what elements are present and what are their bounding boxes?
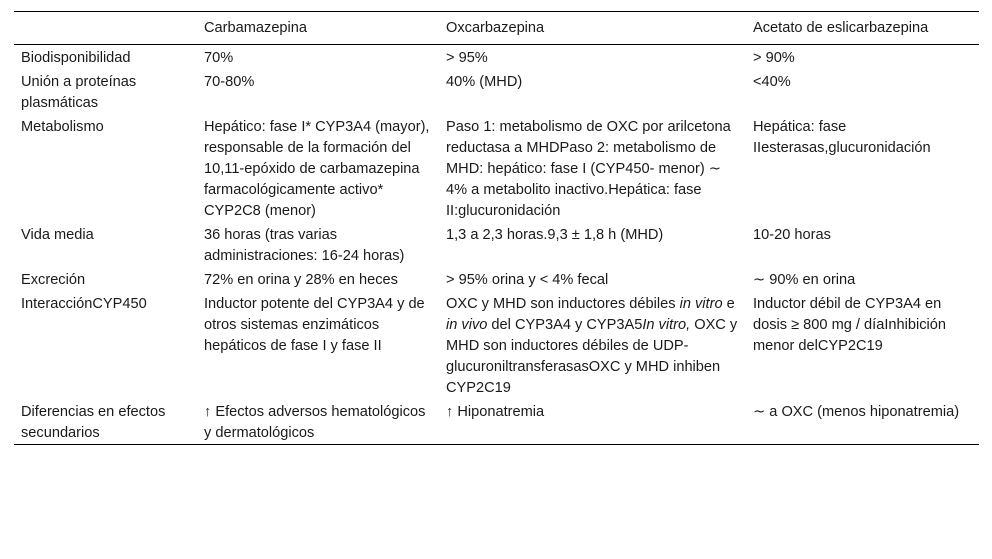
cell-carbamazepina: Hepático: fase I* CYP3A4 (mayor), responsable de la formación del 10,11-epóxido de carbamazepina farmacológicamente activo* CYP2C8 (menor) — [204, 119, 430, 219]
row-label-interaccion: InteracciónCYP450 — [21, 296, 147, 312]
table-row — [14, 291, 979, 399]
cell-oxcarbazepina: > 95% orina y < 4% fecal — [446, 272, 609, 288]
cell-eslicarbazepina: 10-20 horas — [753, 227, 831, 243]
row-label-vida-media: Vida media — [21, 227, 94, 243]
row-label-efectos-secundarios: Diferencias en efectos secundarios — [21, 404, 166, 441]
cell-oxcarbazepina: 1,3 a 2,3 horas.9,3 ± 1,8 h (MHD) — [446, 227, 664, 243]
cell-carbamazepina: 70% — [204, 50, 234, 66]
header-row — [14, 12, 979, 45]
row-label-excrecion: Excreción — [21, 272, 86, 288]
row-label-union-proteinas: Unión a proteínas plasmáticas — [21, 74, 137, 111]
text-run: del CYP3A4 y CYP3A5 — [487, 317, 643, 333]
table-row — [14, 267, 979, 291]
cell-carbamazepina: 72% en orina y 28% en heces — [204, 272, 398, 288]
cell-carbamazepina: Inductor potente del CYP3A4 y de otros sistemas enzimáticos hepáticos de fase I y fase II — [204, 296, 425, 354]
row-label-biodisponibilidad: Biodisponibilidad — [21, 50, 131, 66]
header-blank — [14, 12, 197, 45]
table-row — [14, 222, 979, 267]
comparison-table — [14, 11, 979, 445]
cell-eslicarbazepina: <40% — [753, 74, 791, 90]
cell-oxcarbazepina: 40% (MHD) — [446, 74, 523, 90]
text-run: OXC y MHD son inductores débiles — [446, 296, 680, 312]
cell-eslicarbazepina: Hepática: fase IIesterasas,glucuronidación — [753, 119, 931, 156]
header-oxcarbazepina: Oxcarbazepina — [446, 20, 545, 36]
cell-oxcarbazepina: Paso 1: metabolismo de OXC por arilcetona reductasa a MHDPaso 2: metabolismo de MHD: hepático: fase I (CYP450- menor) ∼ 4% a metabolito inactivo.Hepática: fase II:glucuronidación — [446, 119, 731, 219]
text-run: e — [722, 296, 735, 312]
header-carbamazepina: Carbamazepina — [204, 20, 308, 36]
cell-carbamazepina: 36 horas (tras varias administraciones: 16-24 horas) — [204, 227, 405, 264]
text-run: OXC y MHD son inductores débiles de UDP-glucuroniltransferasasOXC y MHD inhiben CYP2C19 — [446, 317, 738, 396]
table-row — [14, 69, 979, 114]
cell-carbamazepina: 70-80% — [204, 74, 255, 90]
italic-run: in vivo — [446, 317, 488, 333]
table-row — [14, 399, 979, 445]
table-row — [14, 114, 979, 222]
header-eslicarbazepina: Acetato de eslicarbazepina — [753, 20, 929, 36]
cell-oxcarbazepina — [439, 291, 746, 399]
table-header — [14, 12, 979, 45]
cell-oxcarbazepina: ↑ Hiponatremia — [446, 404, 545, 420]
cell-eslicarbazepina: ∼ a OXC (menos hiponatremia) — [753, 404, 960, 420]
table-body — [14, 45, 979, 445]
cell-carbamazepina: ↑ Efectos adversos hematológicos y dermatológicos — [204, 404, 426, 441]
cell-eslicarbazepina: ∼ 90% en orina — [753, 272, 856, 288]
cell-oxcarbazepina: > 95% — [446, 50, 488, 66]
table-row — [14, 45, 979, 70]
cell-eslicarbazepina: Inductor débil de CYP3A4 en dosis ≥ 800 mg / díaInhibición menor delCYP2C19 — [753, 296, 946, 354]
cell-eslicarbazepina: > 90% — [753, 50, 795, 66]
italic-run: In vitro, — [642, 317, 691, 333]
row-label-metabolismo: Metabolismo — [21, 119, 104, 135]
italic-run: in vitro — [679, 296, 723, 312]
